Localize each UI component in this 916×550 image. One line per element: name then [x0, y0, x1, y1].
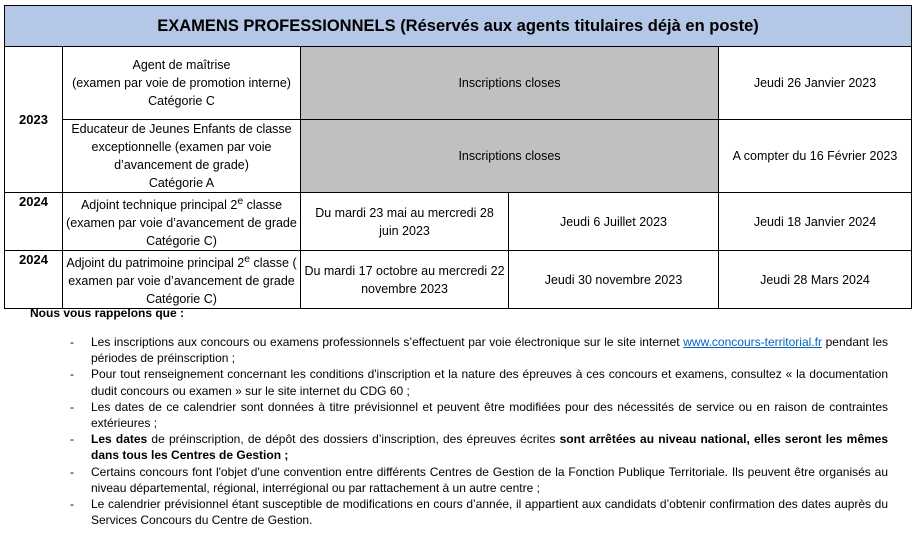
list-item: [0, 366, 900, 398]
year-cell: 2023: [5, 47, 63, 193]
table-row: [5, 251, 912, 309]
table-row: [5, 193, 912, 251]
note-text: de préinscription, de dépôt des dossiers d’inscription, des épreuves écrites: [147, 432, 560, 447]
exam-category: Catégorie A: [148, 176, 215, 190]
bullet-dash: -: [70, 399, 74, 414]
note-text: Certains concours font l'objet d'une convention entre différents Centres de Gestion de la Fonction Publique Territoriale. Ils peuvent être organisés au niveau départemental, régional, interrégional ou par rattachement à un autre centre ;: [91, 464, 888, 495]
year-cell: 2024: [5, 193, 63, 251]
list-item: [0, 496, 900, 528]
list-item: [0, 334, 900, 366]
note-text: Le calendrier prévisionnel étant susceptible de modifications en cours d’année, il appartient aux candidats d’obtenir confirmation des dates auprès du Services Concours du Centre de Gestion.: [91, 497, 888, 528]
exam-date-cell: A compter du 16 Février 2023: [719, 120, 912, 193]
exam-name-cell: [63, 47, 301, 120]
exam-name-line: Educateur de Jeunes Enfants de classe exceptionnelle (examen par voie d’avancement de grade): [71, 122, 292, 172]
list-item: [0, 464, 900, 496]
registration-cell: Du mardi 17 octobre au mercredi 22 novembre 2023: [301, 251, 509, 309]
exam-name-part: Adjoint du patrimoine principal 2: [66, 256, 245, 271]
reminder-list: [0, 334, 900, 528]
exam-name-part: Adjoint technique principal 2: [80, 198, 238, 213]
table-title: EXAMENS PROFESSIONNELS (Réservés aux agents titulaires déjà en poste): [5, 6, 912, 47]
bullet-dash: -: [70, 367, 74, 382]
bullet-dash: -: [70, 432, 74, 447]
exam-date-cell: Jeudi 26 Janvier 2023: [719, 47, 912, 120]
note-bold-text: sont arrêtées au niveau national, elles seront les mêmes dans tous les Centres de Gestion ;: [91, 432, 889, 463]
reminder-intro: Nous vous rappelons que :: [30, 306, 185, 320]
table-row: [5, 47, 912, 120]
list-item: [0, 399, 900, 431]
exam-name-line: Agent de maîtrise: [132, 58, 231, 72]
table-row: [5, 120, 912, 193]
exam-date-cell: Jeudi 28 Mars 2024: [719, 251, 912, 309]
exam-name-part: classe (examen par voie d’avancement de grade Catégorie C): [66, 198, 297, 249]
bullet-dash: -: [70, 335, 74, 349]
deposit-date-cell: Jeudi 6 Juillet 2023: [509, 193, 719, 251]
concours-territorial-link[interactable]: www.concours-territorial.fr: [683, 335, 822, 349]
registration-cell: Inscriptions closes: [301, 47, 719, 120]
note-text: Pour tout renseignement concernant les conditions d'inscription et la nature des épreuves à ces concours et examens, consultez « la documentation dudit concours ou examen » sur le site internet du CDG 60 ;: [91, 367, 888, 398]
note-text: Les dates de ce calendrier sont données à titre prévisionnel et peuvent être modifiées pour des nécessités de service ou en raison de contraintes extérieures ;: [91, 399, 888, 431]
exam-name-part: classe ( examen par voie d’avancement de grade Catégorie C): [68, 256, 297, 307]
note-text: Les inscriptions aux concours ou examens professionnels s’effectuent par voie électronique sur le site internet: [91, 335, 684, 349]
note-bold-text: Les dates: [91, 432, 148, 447]
bullet-dash: -: [70, 497, 74, 512]
registration-cell: Inscriptions closes: [301, 120, 719, 193]
exam-name-cell: [63, 120, 301, 193]
year-cell: 2024: [5, 251, 63, 309]
note-text: pendant les périodes de préinscription ;: [91, 335, 888, 366]
list-item: [0, 431, 900, 463]
registration-cell: Du mardi 23 mai au mercredi 28 juin 2023: [301, 193, 509, 251]
exam-date-cell: Jeudi 18 Janvier 2024: [719, 193, 912, 251]
deposit-date-cell: Jeudi 30 novembre 2023: [509, 251, 719, 309]
bullet-dash: -: [70, 464, 74, 479]
exam-name-cell: [63, 251, 301, 309]
exam-name-superscript: e: [244, 254, 251, 266]
exam-name-superscript: e: [237, 196, 244, 207]
exam-name-line: (examen par voie de promotion interne): [72, 76, 291, 90]
exam-name-cell: [63, 193, 301, 251]
exam-calendar-table: [4, 5, 912, 309]
table-header-row: [5, 6, 912, 47]
exam-category: Catégorie C: [148, 94, 215, 108]
